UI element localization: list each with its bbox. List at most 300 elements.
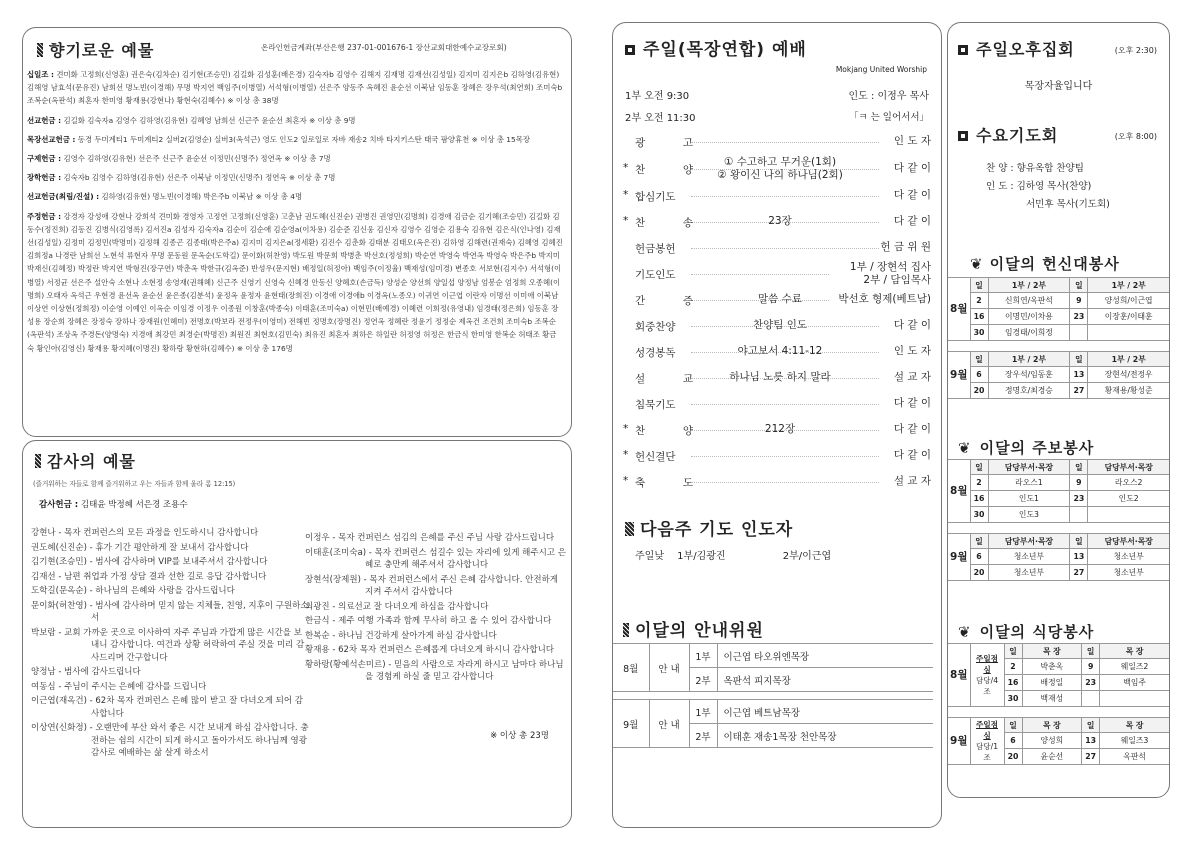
thanks-text: 주님이 주시는 은혜에 감사를 드립니다: [64, 681, 207, 692]
offering-group: [23, 68, 563, 108]
offering-panel: [22, 27, 572, 437]
offering-group-names: 강경자 강성애 강현나 강희석 견미화 경영자 고정연 고정희(신영훈) 고춘남 권도혜(신진순) 권병진 권영민(김명희) 김경애 김금순 김기혜(조승민) 김길화 김동수(정진희) 김동진 김병식(김영록) 김서진a 김성자 김숙자a 김순이 김순애 김순영a(이차용) 김순준 김신웅 김신자 김영수 김영순 김용숙 김유현 김은식(인나영) 김재선(김성일) 김정미 김정민(박명미) 김정해 김종곤 김종태(박은주a) 김지미 김지은a(정세환) 김진수 김춘화 김태분 김태오(옥은진) 김하영 김해련(권재숙) 김혜영 김혜진 김희정a 나경란 남희선 노현석 류현자 무명 문동원 문옥순(도학길) 문이화(허찬영) 박도원 박문희 박병춘 박선호(정성희) 박순연 박영숙 박연옥 박영숙 박은주b 박지미 박재신(김혜정) 박정란 박지연 박형진(장구연) 박춘옥 박한규(김옥준) 반성우(문지현) 배정일(허정아) 백임주(이정율) 백재성(임미경) 변종호 서보현(김지수) 서석형(이병열) 서정균 선은주 설안숙 소현나 소현정 송영재(권해혜) 신근주 신영기 신영숙 신혜경 안동신 양혜호(손금득) 양성순 양선희 양일섭 양정남 엄봉순 엄정희 오종혜(이명희) 오태자 옥석근 우현경 윤선옥 윤순선 윤은종(김분석) 윤정옥 윤정자 윤현태(장희진) 이경애 이경애b 이경옥(노종오) 이귀연 이근엽 이란자 이명선 이미애 이북남 이상연 이상현(정희정) 이순영 이예인 이옥순 이임경 이정우 이종원 이창훈(박종숙) 이태훈(조미숙a) 이현민(배예경) 이혜련 이희정(유영내) 임경태(정은희) 임동훈 장성용 장순희 장혜은 장정숙 장하나 장재원(인혜미) 전명호(박보라 전정우(이영미) 전해빈 정명호(장명진) 정연옥 정혜란 정윤기 정정순 제옥건 조건희 조미숙b 조복순(옥판석) 조상옥 주경돈(양명숙) 지경애 최강민 최경순(박명진) 최원진 최현호(김민숙) 최유진 최혼자 최하은 하일란 허정영 허정은 한금식 한미영 한복순 허태조 황금숙 황인아(김영신) 황재용 황지혜(이명진) 황하랑 황현하(김혜수) ※ 이상 총 176명: [27, 211, 563, 353]
worship-item-who: 인 도 자: [893, 135, 931, 147]
table-row: [948, 293, 1169, 309]
table-cell: 장현석/전정우: [1088, 367, 1169, 383]
offering-group-names: 견미화 고정희(신영훈) 권은숙(김차순) 김기현(조승민) 김길화 김성훈(배은경) 김숙자b 김영수 김해지 김재명 김재선(김성일) 김지미 김지은b 김하영(김유현) 김해영 남효석(문유진) 남희선 명노빈(이경해) 무명 박지연 백임주(이병열) 서석형(이병열) 선은주 양동주 옥혜진 윤순선 이북남 임동훈 장혜은 장우석(최연희) 조미숙b 조복순(옥판석) 최혼자 한미영 황재용(강현나) 황현숙(김혜수) ※ 이상 총 38명: [27, 70, 563, 106]
ushers-row: [613, 700, 933, 724]
schedule-panel: [947, 22, 1170, 798]
table-header-cell: 일: [970, 278, 988, 293]
worship-item: [613, 261, 941, 287]
table-cell: [1100, 691, 1169, 707]
table-row: [948, 475, 1169, 491]
thanks-text: 목자 컨퍼런스 섬김의 은혜를 주신 주님 사랑 감사드립니다: [338, 533, 555, 543]
table-cell: 16: [970, 491, 988, 507]
worship-item-who: 인 도 자: [893, 345, 931, 357]
thanks-name: 강현나 -: [31, 528, 62, 538]
table-cell: 신희연/옥판석: [988, 293, 1070, 309]
worship-item: [613, 155, 941, 183]
worship-item-content: 말씀 수료: [758, 293, 802, 305]
table-row: [948, 549, 1169, 565]
table-cell: 6: [970, 367, 988, 383]
thanks-title: 감사의 예물: [35, 449, 136, 472]
table-cell: 9: [1070, 475, 1088, 491]
worship-item-content: 야고보서 4:11-12: [737, 345, 823, 357]
table-row: [948, 565, 1169, 581]
worship-item: [613, 339, 941, 365]
stripe-icon: [623, 623, 629, 637]
thanks-item: [31, 585, 309, 598]
table-cell: 청소년부: [988, 549, 1070, 565]
thanks-item: [305, 574, 567, 599]
offering-group-names: 김숙자b 김영수 김하영(김유현) 선은주 이북남 이정민(신명주) 정연옥 ※ 이상 총 7명: [63, 173, 336, 183]
table-cell: 인도2: [1088, 491, 1169, 507]
table-header-cell: 목 장: [1100, 644, 1169, 659]
table-header-cell: 일: [970, 352, 988, 367]
thanks-name: 문이화(허찬영) -: [31, 600, 93, 611]
bulletin-table: [948, 459, 1169, 591]
table-cell: 인도1: [988, 491, 1070, 507]
worship-item-who: 1부 / 장현석 집사 2부 / 담임목사: [849, 261, 931, 286]
worship-item-content: 하나님 노릇 하지 말라: [729, 371, 831, 383]
thanks-name: 여동심 -: [31, 681, 62, 692]
worship-item-name: 광 고: [635, 137, 693, 149]
worship-item-name: 축 도: [635, 477, 693, 489]
worship-star: *: [623, 162, 629, 174]
month-cell: 9월: [948, 718, 970, 765]
table-cell: 23: [1070, 309, 1088, 325]
thanks-text: 휴가 기간 평안하게 잘 보내서 감사합니다: [95, 542, 249, 553]
worship-star: *: [623, 215, 629, 227]
thanks-offering: 감사헌금 : 김태윤 박정혜 서은경 조용수: [39, 500, 188, 510]
table-cell: 27: [1070, 383, 1088, 399]
thanks-name: 양정남 -: [31, 667, 62, 677]
thanks-left-column: [31, 527, 309, 762]
table-cell: 황재용/황성준: [1088, 383, 1169, 399]
worship-item: [613, 313, 941, 339]
offering-group: [23, 114, 563, 127]
usher-part: 2부: [689, 668, 717, 692]
table-cell: 임경태/이희정: [988, 325, 1070, 341]
service-second: 2부 오전 11:30: [625, 113, 696, 124]
table-cell: 23: [1070, 491, 1088, 507]
thanks-item: [31, 527, 309, 540]
fleuron-icon: ❦: [970, 255, 984, 273]
usher-role: 안 내: [649, 700, 689, 748]
worship-item-who: 다 같 이: [893, 397, 931, 409]
worship-english: Mokjang United Worship: [835, 65, 927, 74]
thanks-name: 이정우 -: [305, 533, 336, 543]
worship-item-who: 다 같 이: [893, 189, 931, 201]
worship-item-who: 설 교 자: [893, 371, 931, 383]
table-header-cell: 담당부서·목장: [988, 460, 1070, 475]
table-row: [948, 507, 1169, 523]
worship-item-who: 다 같 이: [893, 215, 931, 227]
table-cell: 13: [1070, 549, 1088, 565]
thanks-total: ※ 이상 총 23명: [490, 731, 549, 741]
table-cell: 30: [1004, 691, 1022, 707]
table-cell: 27: [1070, 565, 1088, 581]
thanks-text: 제주 여행 가족과 함께 무사히 하고 올 수 있어 감사합니다: [338, 616, 552, 626]
thanks-item: [31, 666, 309, 679]
offering-group-names: 김길화 김숙자a 김영수 김하영(김유현) 김혜영 남희선 신근주 윤순선 최혼자 ※ 이상 총 9명: [63, 115, 356, 125]
table-header-cell: 1부 / 2부: [988, 278, 1070, 293]
worship-item-name: 헌신결단: [635, 451, 676, 463]
offering-title: 향기로운 예물: [37, 38, 154, 61]
worship-item-name: 회중찬양: [635, 321, 676, 333]
thanks-name: 김기현(조승민) -: [31, 557, 93, 567]
table-row: [948, 383, 1169, 399]
table-row: [948, 325, 1169, 341]
table-cell: 16: [1004, 675, 1022, 691]
worship-item: [613, 443, 941, 469]
table-cell: 2: [970, 475, 988, 491]
worship-title: 주일(목장연합) 예배: [625, 35, 807, 60]
month-cell: 9월: [948, 534, 970, 581]
table-cell: 30: [970, 507, 988, 523]
offering-groups: [23, 68, 563, 355]
worship-item-who: 다 같 이: [893, 319, 931, 331]
table-header-cell: 일: [1070, 460, 1088, 475]
table-header-cell: 일: [970, 460, 988, 475]
worship-item-content: 212장: [764, 423, 796, 435]
table-cell: 13: [1070, 367, 1088, 383]
prayer-leader-title: 다음주 기도 인도자: [625, 515, 793, 540]
usher-part: 2부: [689, 724, 717, 748]
offering-group-names: 김영수 김하영(김유현) 선은주 신근주 윤순선 이정민(신명주) 정연옥 ※ 이상 총 7명: [63, 154, 331, 164]
thanks-text: 오랜만에 부산 와서 좋은 시간 보내게 하심 감사합니다. 충전하는 쉼의 시간이 되게 하시고 돌아가서도 하나님께 영광 감사로 예배하는 삶 살게 하소서: [91, 723, 309, 758]
wednesday-line-3: 서민후 목사(기도회): [1026, 199, 1110, 210]
thanks-item: [31, 681, 309, 694]
table-cell: [1082, 691, 1100, 707]
thanks-item: [31, 542, 309, 555]
usher-role: 안 내: [649, 644, 689, 692]
table-cell: 2: [1004, 659, 1022, 675]
table-cell: 박춘옥: [1022, 659, 1082, 675]
table-header-row: [948, 718, 1169, 733]
worship-item-who: 박선호 형제(베트남): [838, 293, 931, 305]
table-header-cell: 목 장: [1022, 718, 1082, 733]
kitchen-lead: 주일점심: [975, 720, 998, 740]
thanks-text: 62차 목자 컨퍼런스 은혜롭게 다녀오게 하시니 감사합니다: [338, 645, 554, 655]
table-header-cell: 일: [1070, 534, 1088, 549]
spacer-row: [613, 692, 933, 700]
usher-part: 1부: [689, 700, 717, 724]
usher-name: 이근엽 베트남목장: [717, 700, 933, 724]
worship-item-name: 성경봉독: [635, 347, 676, 359]
kitchen-lead-cell: [970, 718, 1004, 765]
wednesday-time: (오후 8:00): [1114, 132, 1157, 141]
thanks-subtitle: (즐거워하는 자들로 함께 즐거워하고 우는 자들과 함께 울라 롬 12:15): [33, 480, 236, 488]
thanks-name: 황하랑(황예석손미르) -: [305, 659, 392, 670]
devotion-month-table: [948, 351, 1169, 399]
fleuron-icon: ❦: [958, 439, 972, 457]
thanks-item: [31, 722, 309, 760]
table-header-row: [948, 278, 1169, 293]
table-header-cell: 1부 / 2부: [988, 352, 1070, 367]
offering-group-label: 선교헌금(최림/진설) :: [27, 192, 100, 202]
usher-month: 9월: [613, 700, 649, 748]
thanks-text: 목자 컨퍼런스에서 주신 은혜 감사합니다. 안전하게 지켜 주셔서 감사합니다: [365, 574, 559, 597]
dotted-leader: [691, 196, 879, 197]
thanks-name: 권도혜(신진순) -: [31, 542, 93, 553]
table-cell: 배정일: [1022, 675, 1082, 691]
table-header-cell: 일: [1070, 278, 1088, 293]
thanks-item: [31, 695, 309, 720]
wednesday-line-1: 찬 양 : 향유옥합 찬양팀: [986, 163, 1084, 174]
worship-item-content: ① 수고하고 무거운(1회) ② 왕이신 나의 하나님(2회): [717, 156, 843, 181]
thanks-text: 범사에 감사드립니다: [64, 667, 141, 677]
table-cell: 라오스1: [988, 475, 1070, 491]
thanks-item: [305, 659, 567, 684]
offering-group-names: 동경 두미계티1 두미계티2 실버2(김영순) 실버3(옥석근) 영도 인도2 일로일로 자바 재송2 치바 타지키스탄 태국 팜양휴천 ※ 이상 총 15목장: [77, 134, 530, 144]
thanks-item: [305, 601, 567, 614]
thanks-item: [305, 644, 567, 657]
table-header-row: [948, 644, 1169, 659]
service-first: 1부 오전 9:30: [625, 91, 690, 102]
worship-item-who: 다 같 이: [893, 162, 931, 174]
table-cell: 20: [970, 383, 988, 399]
kitchen-lead-cell: [970, 644, 1004, 707]
table-cell: [1088, 325, 1169, 341]
worship-leader: 인도 : 이정우 목사: [848, 91, 929, 102]
kitchen-team: 담당/4조: [975, 676, 999, 696]
stripe-icon: [625, 522, 634, 536]
worship-star: *: [623, 475, 629, 487]
table-header-cell: 일: [970, 534, 988, 549]
thanks-text: 의료선교 잘 다녀오게 하심을 감사합니다: [338, 601, 489, 612]
kitchen-table: [948, 643, 1169, 775]
thanks-text: 범사에 감사하며 VIP를 보내주셔서 감사합니다: [95, 557, 268, 567]
prayer-leader-row: 주일낮 1부/김광진 2부/이근엽: [635, 551, 832, 562]
worship-item-content: 23장: [768, 215, 792, 227]
thanks-item: [305, 615, 567, 628]
thanks-item: [31, 600, 309, 625]
offering-group-label: 십일조 :: [27, 70, 54, 79]
stand-note: 「ㅋ 는 일어서서」: [848, 112, 929, 123]
table-cell: 웨일즈3: [1100, 733, 1169, 749]
thanks-item: [305, 547, 567, 572]
month-cell: 8월: [948, 460, 970, 523]
thanks-name: 황재용 -: [305, 645, 336, 655]
table-cell: 양성희/이근엽: [1088, 293, 1169, 309]
worship-item-name: 설 교: [635, 373, 693, 385]
table-cell: 양성희: [1022, 733, 1082, 749]
table-header-cell: 목 장: [1100, 718, 1169, 733]
worship-item-name: 합심기도: [635, 191, 676, 203]
worship-star: *: [623, 423, 629, 435]
table-cell: 6: [970, 549, 988, 565]
thanks-item: [31, 571, 309, 584]
worship-order: [613, 129, 941, 499]
thanks-text: 범사에 감사하며 믿지 않는 지체들, 친영, 지후이 구원하소서: [91, 600, 309, 623]
thanks-panel: [22, 440, 572, 828]
thanks-text: 목자 컨퍼런스 섬길수 있는 자리에 있게 해주시고 은혜로 충만케 해주셔서 감사합니다: [365, 547, 566, 570]
table-cell: 백임주: [1100, 675, 1169, 691]
ushers-table: [613, 643, 933, 748]
table-cell: 9: [1070, 293, 1088, 309]
worship-star: *: [623, 449, 629, 461]
table-cell: 13: [1082, 733, 1100, 749]
afternoon-desc: 목장자율입니다: [1024, 81, 1093, 92]
table-cell: [1070, 507, 1088, 523]
thanks-name: 박보람 -: [31, 627, 62, 638]
thanks-name: 김재선 -: [31, 571, 62, 582]
worship-item-name: 간 증: [635, 295, 693, 307]
dotted-leader: [691, 482, 879, 483]
thanks-text: 남편 취업과 가정 상담 결과 선한 길로 응답 감사합니다: [64, 571, 267, 582]
table-header-cell: 담당부서·목장: [988, 534, 1070, 549]
thanks-name: 이상연(신화정) -: [31, 723, 93, 733]
square-bullet-icon: [625, 45, 635, 55]
table-cell: 청소년부: [1088, 549, 1169, 565]
worship-item-name: 기도인도: [635, 269, 676, 281]
table-cell: 이명민/이차용: [988, 309, 1070, 325]
usher-month: 8월: [613, 644, 649, 692]
table-cell: 6: [1004, 733, 1022, 749]
thanks-name: 도학길(문옥순) -: [31, 586, 93, 596]
spacer-cell: [613, 692, 933, 700]
usher-name: 옥판석 피지목장: [717, 668, 933, 692]
thanks-right-column: [305, 532, 567, 686]
kitchen-month-table: [948, 643, 1169, 707]
dotted-leader: [691, 274, 829, 275]
offering-group: [23, 190, 563, 203]
worship-star: *: [623, 189, 629, 201]
table-cell: 웨일즈2: [1100, 659, 1169, 675]
offering-group-label: 선교헌금 :: [27, 115, 62, 125]
worship-item-name: 헌금봉헌: [635, 243, 676, 255]
thanks-text: 62차 목자 컨퍼런스 은혜 많이 받고 잘 다녀오게 되어 감사합니다: [91, 696, 303, 719]
offering-group-label: 구제헌금 :: [27, 154, 62, 164]
bulletin-title: ❦ 이달의 주보봉사: [958, 439, 1095, 457]
bulletin-month-table: [948, 533, 1169, 581]
kitchen-title: ❦ 이달의 식당봉사: [958, 623, 1095, 641]
thanks-text: 하나님 건강하게 살아가게 하심 감사합니다: [338, 630, 497, 641]
worship-item: [613, 235, 941, 261]
table-cell: 청소년부: [1088, 565, 1169, 581]
table-cell: 윤순선: [1022, 749, 1082, 765]
afternoon-title: 주일오후집회: [958, 37, 1075, 60]
table-header-row: [948, 460, 1169, 475]
worship-item: [613, 183, 941, 209]
table-cell: 라오스2: [1088, 475, 1169, 491]
table-cell: 장우석/임동훈: [988, 367, 1070, 383]
thanks-text: 믿음의 사람으로 자라게 하시고 남마다 하나님을 경험케 하실 줄 믿고 감사합니다: [365, 659, 564, 682]
bulletin-month-table: [948, 459, 1169, 523]
table-header-cell: 1부 / 2부: [1088, 278, 1169, 293]
wednesday-title: 수요기도회: [958, 123, 1058, 146]
table-header-cell: 담당부서·목장: [1088, 534, 1169, 549]
worship-panel: [612, 22, 942, 828]
table-cell: [1070, 325, 1088, 341]
thanks-text: 교회 가까운 곳으로 이사하여 자주 주님과 가깝게 많은 시간을 보내니 감사합니다. 여건과 상황 허락하여 주실 것을 미리 감사드리며 간구합니다: [64, 627, 305, 663]
table-row: [948, 309, 1169, 325]
table-cell: 인도3: [988, 507, 1070, 523]
devotion-table: [948, 277, 1169, 409]
table-header-cell: 1부 / 2부: [1088, 352, 1169, 367]
table-header-cell: 담당부서·목장: [1088, 460, 1169, 475]
worship-item-name: 찬 양: [635, 425, 693, 437]
offering-group: [23, 152, 563, 165]
table-cell: 20: [970, 565, 988, 581]
table-cell: 정명호/최경승: [988, 383, 1070, 399]
thanks-name: 한금식 -: [305, 616, 336, 626]
usher-name: 이근엽 타오위엔목장: [717, 644, 933, 668]
month-cell: 8월: [948, 278, 970, 341]
afternoon-time: (오후 2:30): [1114, 46, 1157, 55]
worship-item-name: 찬 양: [635, 164, 693, 176]
square-bullet-icon: [958, 45, 968, 55]
thanks-item: [31, 556, 309, 569]
offering-group-label: 목장선교헌금 :: [27, 134, 76, 144]
worship-item: [613, 469, 941, 495]
thanks-item: [305, 630, 567, 643]
dotted-leader: [691, 456, 879, 457]
table-cell: 9: [1082, 659, 1100, 675]
usher-name: 이태훈 재송1목장 천안목장: [717, 724, 933, 748]
table-cell: 이장훈/이태훈: [1088, 309, 1169, 325]
dotted-leader: [691, 404, 879, 405]
table-row: [948, 491, 1169, 507]
square-bullet-icon: [958, 131, 968, 141]
worship-item: [613, 129, 941, 155]
usher-part: 1부: [689, 644, 717, 668]
table-cell: 20: [1004, 749, 1022, 765]
thanks-name: 이근엽(재옥건) -: [31, 696, 93, 706]
ushers-grid: [613, 643, 933, 748]
thanks-text: 목자 컨퍼런스의 모든 과정을 인도하시니 감사합니다: [64, 528, 259, 538]
offering-group-label: 주정헌금 :: [27, 211, 62, 221]
table-cell: 백재성: [1022, 691, 1082, 707]
kitchen-month-table: [948, 717, 1169, 765]
thanks-item: [31, 627, 309, 665]
offering-group: [23, 210, 563, 355]
worship-item: [613, 209, 941, 235]
table-header-cell: 일: [1004, 644, 1022, 659]
fleuron-icon: ❦: [958, 623, 972, 641]
table-cell: 청소년부: [988, 565, 1070, 581]
table-header-cell: 목 장: [1022, 644, 1082, 659]
dotted-leader: [691, 248, 879, 249]
month-cell: 8월: [948, 644, 970, 707]
worship-item: [613, 365, 941, 391]
table-header-cell: 일: [1004, 718, 1022, 733]
table-cell: [1088, 507, 1169, 523]
devotion-title: ❦ 이달의 헌신대봉사: [970, 255, 1120, 273]
ushers-row: [613, 644, 933, 668]
table-row: [948, 367, 1169, 383]
devotion-month-table: [948, 277, 1169, 341]
worship-item-who: 다 같 이: [893, 423, 931, 435]
table-header-cell: 일: [1082, 644, 1100, 659]
table-header-row: [948, 534, 1169, 549]
table-cell: 옥판석: [1100, 749, 1169, 765]
ushers-title: 이달의 안내위원: [623, 616, 764, 641]
thanks-name: 장현석(장제원) -: [305, 574, 367, 585]
stripe-icon: [37, 43, 43, 57]
table-cell: 16: [970, 309, 988, 325]
kitchen-lead: 주일점심: [975, 654, 998, 674]
table-cell: 23: [1082, 675, 1100, 691]
offering-account: 온라인헌금계좌(부산은행 237-01-001676-1 장산교회대한예수교장로회): [261, 43, 507, 52]
table-header-cell: 일: [1082, 718, 1100, 733]
worship-item-content: 찬양팀 인도: [752, 319, 808, 331]
worship-item-name: 찬 송: [635, 217, 693, 229]
wednesday-line-2: 인 도 : 김하영 목사(찬양): [986, 181, 1092, 192]
month-cell: 9월: [948, 352, 970, 399]
worship-item-who: 다 같 이: [893, 449, 931, 461]
